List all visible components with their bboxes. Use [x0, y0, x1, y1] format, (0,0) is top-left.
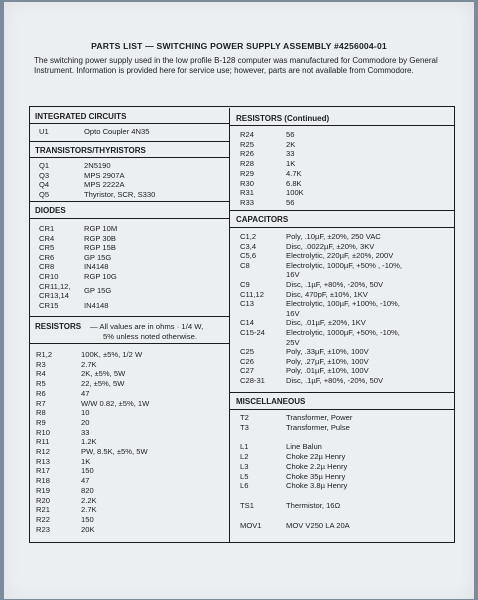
part-ref: L3	[240, 462, 249, 471]
part-ref: L5	[240, 472, 249, 481]
part-value: Thyristor, SCR, S330	[84, 189, 156, 199]
part-value: Poly, .33µF, ±10%, 100V	[286, 347, 369, 357]
divider	[229, 125, 454, 126]
part-value: 6.8K	[286, 178, 302, 188]
heading-resistors-continued: RESISTORS (Continued)	[236, 114, 330, 123]
part-ref: CR11,12,	[39, 281, 71, 291]
part-value: Disc, .01µF, ±20%, 1KV	[286, 318, 366, 328]
part-value: RGP 15B	[84, 243, 116, 253]
part-value: 2.7K	[81, 505, 97, 515]
part-value: 2N5190	[84, 161, 111, 170]
part-ref: R24	[240, 130, 254, 139]
part-ref: Q3	[39, 170, 50, 180]
part-value: 47	[81, 476, 90, 486]
part-value: 20K	[81, 524, 95, 534]
part-ref: L6	[240, 481, 249, 490]
part-value: 16V	[286, 308, 300, 318]
part-value: GP 15G	[84, 286, 112, 296]
part-value: Poly, .27µF, ±10%, 100V	[286, 356, 369, 366]
part-ref: R8	[36, 408, 46, 418]
part-ref: C15-24	[240, 328, 265, 337]
heading-miscellaneous: MISCELLANEOUS	[236, 397, 306, 406]
part-value: 56	[286, 197, 295, 207]
part-value: Thermistor, 16Ω	[286, 501, 341, 510]
part-value: 47	[81, 388, 90, 398]
part-value: 10	[81, 408, 90, 418]
part-ref: C28-31	[240, 376, 265, 385]
part-value: 2K, ±5%, 5W	[81, 369, 126, 379]
part-ref: CR5	[39, 243, 55, 253]
part-value: Transformer, Pulse	[286, 423, 350, 432]
intro-paragraph: The switching power supply used in the low profile B-128 computer was manufactured for Commodore by General Instrument. Information is provided here for service use; however, parts are not available from Commodore.	[34, 56, 438, 75]
part-ref: CR1	[39, 224, 55, 233]
part-ref: C14	[240, 318, 254, 328]
part-ref: R31	[240, 188, 254, 198]
divider	[29, 316, 230, 317]
part-ref: R19	[36, 485, 50, 495]
part-ref: MOV1	[240, 521, 262, 530]
part-value: RGP 30B	[84, 233, 116, 243]
part-ref: R3	[36, 359, 46, 369]
divider	[29, 157, 230, 158]
part-ref: CR6	[39, 252, 55, 262]
resistors-note-line2: 5% unless noted otherwise.	[103, 332, 198, 341]
part-ref: C8	[240, 260, 250, 270]
column-divider	[229, 108, 230, 543]
part-value: 33	[286, 149, 295, 159]
part-value: Electrolytic, 100µF, +100%, -10%,	[286, 299, 400, 309]
part-ref: C11,12	[240, 289, 264, 299]
part-ref: R30	[240, 178, 254, 188]
part-value: 820	[81, 485, 94, 495]
part-value: IN4148	[84, 262, 109, 272]
part-value: Disc, .1µF, +80%, -20%, 50V	[286, 376, 384, 385]
part-value: Choke 2.2µ Henry	[286, 462, 348, 471]
part-ref: R9	[36, 417, 46, 427]
part-ref: R20	[36, 495, 50, 505]
part-value: 150	[81, 514, 94, 524]
divider	[229, 210, 454, 211]
heading-capacitors: CAPACITORS	[236, 215, 289, 224]
part-value: Poly, .01µF, ±10%, 100V	[286, 366, 369, 376]
part-ref: L2	[240, 452, 249, 461]
part-ref: R5	[36, 379, 46, 389]
part-ref: CR8	[39, 262, 55, 272]
part-ref: T3	[240, 423, 249, 432]
part-ref: R33	[240, 197, 254, 207]
part-ref: CR15	[39, 300, 59, 310]
part-ref: R17	[36, 466, 50, 476]
part-value: Disc, .0022µF, ±20%, 3KV	[286, 241, 375, 251]
heading-diodes: DIODES	[35, 206, 66, 215]
part-value: MOV V250 LA 20A	[286, 521, 350, 530]
part-ref: R26	[240, 149, 254, 159]
part-ref: C26	[240, 356, 254, 366]
part-value: Line Balun	[286, 442, 322, 451]
part-ref: R22	[36, 514, 50, 524]
heading-resistors: RESISTORS	[35, 322, 82, 331]
part-ref: TS1	[240, 501, 254, 510]
part-value: 16V	[286, 270, 300, 280]
part-value: Disc, 470pF, ±10%, 1KV	[286, 289, 368, 299]
divider	[229, 409, 454, 410]
part-value: 20	[81, 417, 90, 427]
part-ref: C3,4	[240, 241, 257, 251]
part-ref: C27	[240, 366, 254, 376]
part-ref: Q1	[39, 161, 50, 170]
part-ref: C5,6	[240, 251, 257, 261]
part-ref: R29	[240, 168, 254, 178]
part-ref: T2	[240, 413, 249, 422]
part-ref: C25	[240, 347, 254, 357]
part-value: Electrolytic, 220µF, ±20%, 200V	[286, 251, 394, 261]
part-value: RGP 10G	[84, 272, 117, 281]
part-value: Disc, .1µF, +80%, -20%, 50V	[286, 280, 384, 289]
part-value: MPS 2907A	[84, 170, 125, 180]
divider	[229, 227, 454, 228]
part-value: 1K	[81, 456, 91, 466]
part-value: 100K	[286, 188, 304, 198]
part-ref: R21	[36, 505, 50, 515]
divider	[29, 343, 230, 344]
part-value: 150	[81, 466, 94, 476]
heading-transistors: TRANSISTORS/THYRISTORS	[35, 146, 146, 155]
part-value: RGP 10M	[84, 224, 118, 233]
part-value: PW, 8.5K, ±5%, 5W	[81, 447, 148, 456]
divider	[229, 392, 454, 393]
part-ref: C1,2	[240, 232, 257, 241]
part-ref: R18	[36, 476, 50, 486]
part-ref: CR13,14	[39, 291, 69, 301]
part-ref: C9	[240, 280, 250, 289]
part-ref: R4	[36, 369, 46, 379]
part-value: Electrolytic, 1000µF, +50%, -10%,	[286, 328, 400, 337]
part-value: IN4148	[84, 300, 109, 310]
part-ref: Q4	[39, 180, 50, 189]
part-value: GP 15G	[84, 252, 112, 262]
part-value: 1K	[286, 159, 296, 169]
part-value: Transformer, Power	[286, 413, 353, 422]
part-value: Choke 3.8µ Henry	[286, 481, 348, 490]
part-ref: R12	[36, 447, 50, 456]
part-value: Choke 22µ Henry	[286, 452, 346, 461]
part-ref: L1	[240, 442, 249, 451]
part-value: 2.7K	[81, 359, 97, 369]
heading-integrated-circuits: INTEGRATED CIRCUITS	[35, 112, 127, 121]
part-ref: C13	[240, 299, 254, 309]
part-ref: R1,2	[36, 350, 53, 359]
page-title: PARTS LIST — SWITCHING POWER SUPPLY ASSEMBLY #4256004-01	[91, 41, 387, 51]
part-ref: R13	[36, 456, 50, 466]
resistors-note-line1: — All values are in ohms · 1/4 W,	[90, 322, 204, 331]
part-ref: R23	[36, 524, 50, 534]
part-ref: R7	[36, 398, 46, 408]
part-ref: Q5	[39, 189, 50, 199]
part-value: 2.2K	[81, 495, 97, 505]
part-value: 4.7K	[286, 168, 302, 178]
part-value: Opto Coupler 4N35	[84, 127, 150, 136]
part-ref: CR10	[39, 272, 59, 281]
part-value: Choke 35µ Henry	[286, 472, 346, 481]
part-value: MPS 2222A	[84, 180, 125, 189]
part-value: 22, ±5%, 5W	[81, 379, 125, 389]
part-value: 25V	[286, 337, 300, 347]
divider	[29, 201, 230, 202]
part-value: 1.2K	[81, 437, 97, 447]
part-ref: R25	[240, 139, 254, 149]
part-value: 2K	[286, 139, 296, 149]
part-ref: R6	[36, 388, 46, 398]
part-value: Poly, .10µF, ±20%, 250 VAC	[286, 232, 381, 241]
part-value: 33	[81, 427, 90, 437]
part-value: 56	[286, 130, 295, 139]
divider	[29, 218, 230, 219]
part-value: W/W 0.82, ±5%, 1W	[81, 398, 150, 408]
part-value: 100K, ±5%, 1/2 W	[81, 350, 143, 359]
divider	[29, 123, 230, 124]
part-ref: R28	[240, 159, 254, 169]
part-value: Electrolytic, 1000µF, +50% , -10%,	[286, 260, 403, 270]
divider	[29, 141, 230, 142]
part-ref: U1	[39, 127, 49, 136]
part-ref: R10	[36, 427, 50, 437]
part-ref: R11	[36, 437, 50, 447]
part-ref: CR4	[39, 233, 55, 243]
